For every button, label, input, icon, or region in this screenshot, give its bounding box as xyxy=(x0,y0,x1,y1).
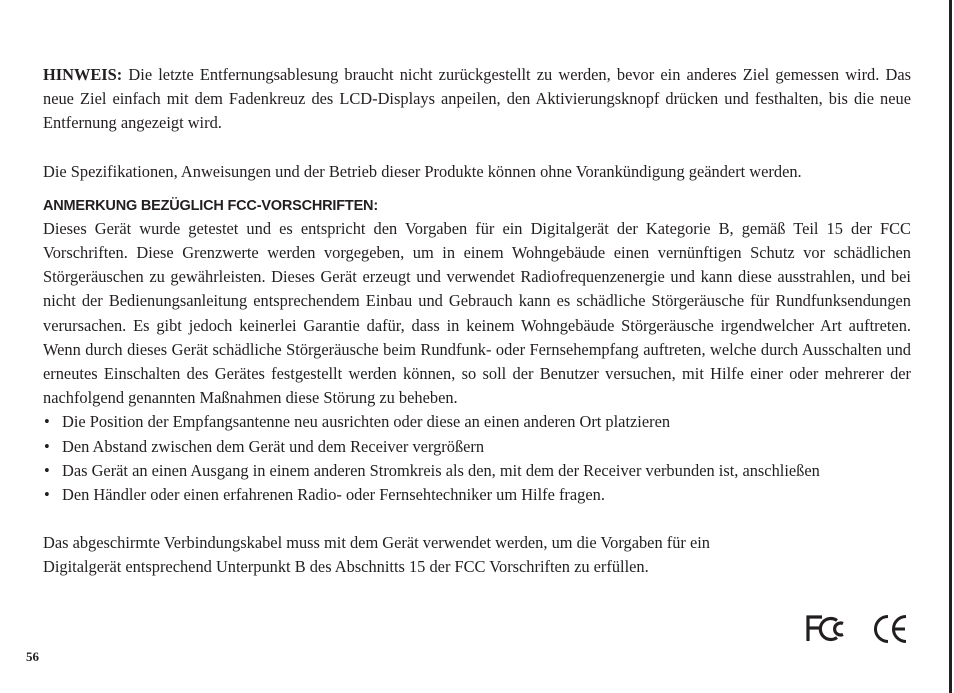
bullet-icon: • xyxy=(44,460,50,480)
page-number: 56 xyxy=(26,649,39,664)
list-item xyxy=(43,435,911,459)
measure-text: Das Gerät an einen Ausgang in einem anderen Stromkreis als den, mit dem der Receiver verbunden ist, anschließen xyxy=(62,460,820,480)
paragraph-gap xyxy=(43,507,911,531)
list-item xyxy=(43,483,911,507)
fcc-logo-icon xyxy=(808,617,843,641)
fcc-heading: ANMERKUNG BEZÜGLICH FCC-VORSCHRIFTEN: xyxy=(43,197,378,214)
bullet-icon: • xyxy=(44,412,50,432)
measure-text: Den Händler oder einen erfahrenen Radio- oder Fernsehtechniker um Hilfe fragen. xyxy=(62,485,605,505)
cable-notice: Das abgeschirmte Verbindungskabel muss mit dem Gerät verwendet werden, um die Vorgaben für ein Digitalgerät entsprechend Unterpunkt B des Abschnitts 15 der FCC Vorschriften zu erfüllen. xyxy=(43,533,710,577)
bullet-icon: • xyxy=(44,485,50,505)
list-item xyxy=(43,410,911,434)
fcc-body: Dieses Gerät wurde getestet und es entspricht den Vorgaben für ein Digitalgerät der Kategorie B, gemäß Teil 15 der FCC Vorschriften. Diese Grenzwerte werden vorgegeben, um in einem Wohngebäude einen vernünftigen Schutz vor schädlichen Störgeräuschen zu gewährleisten. Dieses Gerät erzeugt und verwendet Radiofrequenzenergie und kann diese ausstrahlen, und bei nicht der Bedienungsanleitung entsprechendem Einbau und Gebrauch kann es schädliche Störgeräusche für Rundfunksendungen verursachen. Es gibt jedoch keinerlei Garantie dafür, dass in keinem Wohngebäude Störgeräusche irgendwelcher Art auftreten. Wenn durch dieses Gerät schädliche Störgeräusche beim Rundfunk- oder Fernsehempfang auftreten, welche durch Ausschalten und erneutes Einschalten des Gerätes festgestellt werden können, so soll der Benutzer versuchen, mit Hilfe einer oder mehrerer der nachfolgend genannten Maßnahmen diese Störung zu beheben. xyxy=(43,218,911,408)
manual-page-content xyxy=(43,63,911,580)
specs-notice: Die Spezifikationen, Anweisungen und der Betrieb dieser Produkte können ohne Vorankündigung geändert werden. xyxy=(43,161,802,181)
note-paragraph xyxy=(43,63,911,136)
measure-text: Den Abstand zwischen dem Gerät und dem Receiver vergrößern xyxy=(62,436,485,456)
paragraph-gap xyxy=(43,136,911,160)
page-edge-rule xyxy=(949,0,952,693)
note-label: HINWEIS: xyxy=(43,65,123,84)
note-text: Die letzte Entfernungsablesung braucht nicht zurückgestellt zu werden, bevor ein anderes Ziel gemessen wird. Das neue Ziel einfach mit dem Fadenkreuz des LCD-Displays anpeilen, den Aktivierungsknopf drücken und festhalten, bis die neue Entfernung angezeigt wird. xyxy=(43,65,911,133)
ce-mark-icon xyxy=(875,617,906,642)
fcc-measures-list xyxy=(43,410,911,507)
bullet-icon: • xyxy=(44,436,50,456)
list-item xyxy=(43,459,911,483)
measure-text: Die Position der Empfangsantenne neu ausrichten oder diese an einen anderen Ort platzieren xyxy=(62,412,671,432)
certification-logos xyxy=(804,612,914,644)
